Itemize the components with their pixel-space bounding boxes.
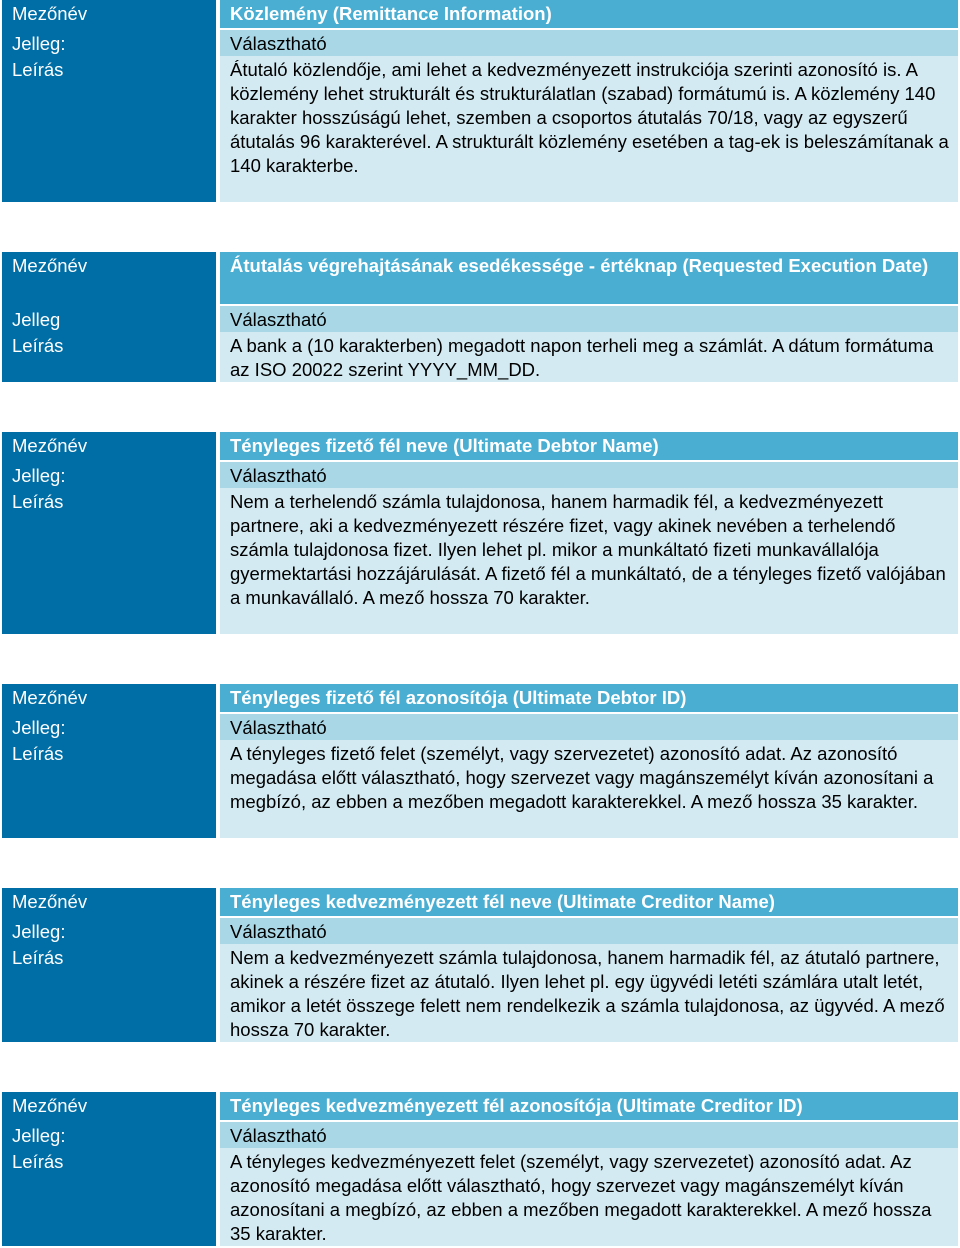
label-column	[2, 0, 216, 202]
field-description: A bank a (10 karakterben) megadott napon terheli meg a számlát. A dátum formátuma az ISO 20022 szerint YYYY_MM_DD.	[220, 332, 958, 382]
label-column	[2, 1092, 216, 1246]
field-block-requested-execution-date	[0, 252, 960, 382]
type-label: Jelleg:	[12, 1125, 66, 1146]
field-title: Tényleges fizető fél azonosítója (Ultimate Debtor ID)	[220, 684, 958, 712]
description-label: Leírás	[12, 491, 64, 512]
field-title: Tényleges fizető fél neve (Ultimate Debtor Name)	[220, 432, 958, 460]
field-type: Választható	[220, 918, 958, 944]
field-description: Nem a terhelendő számla tulajdonosa, hanem harmadik fél, a kedvezményezett partnere, aki a kedvezményezett részére fizet, vagy akinek nevében a terhelendő számla tulajdonosa fizet. Ilyen lehet pl. mikor a munkáltató fizeti munkavállalója gyermektartási hozzájárulását. A fizető fél a munkáltató, de a tényleges fizető valójában a munkavállaló. A mező hossza 70 karakter.	[220, 488, 958, 634]
description-label: Leírás	[12, 743, 64, 764]
field-title: Tényleges kedvezményezett fél neve (Ultimate Creditor Name)	[220, 888, 958, 916]
type-label: Jelleg	[12, 309, 61, 330]
label-column	[2, 252, 216, 382]
field-description: Átutaló közlendője, ami lehet a kedvezményezett instrukciója szerinti azonosító is. A közlemény lehet strukturált és strukturálatlan (szabad) formátumú is. A közlemény 140 karakter hosszúságú lehet, szemben a csoportos átutalás 70/18, vagy az egyszerű átutalás 96 karakterével. A strukturált közlemény esetében a tag-ek is beleszámítanak a 140 karakterbe.	[220, 56, 958, 202]
name-label: Mezőnév	[12, 255, 88, 276]
field-block-ultimate-debtor-name	[0, 432, 960, 634]
field-block-ultimate-debtor-id	[0, 684, 960, 838]
field-description: A tényleges kedvezményezett felet (személyt, vagy szervezetet) azonosító adat. Az azonosító megadása előtt választható, hogy szervezet vagy magánszemélyt kíván azonosítani a megbízó, az ebben a mezőben megadott karakterekkel. A mező hossza 35 karakter.	[220, 1148, 958, 1246]
field-title: Tényleges kedvezményezett fél azonosítója (Ultimate Creditor ID)	[220, 1092, 958, 1120]
field-block-ultimate-creditor-name	[0, 888, 960, 1042]
field-type: Választható	[220, 462, 958, 488]
value-column	[220, 1092, 958, 1246]
field-block-ultimate-creditor-id	[0, 1092, 960, 1246]
value-column	[220, 888, 958, 1042]
label-column	[2, 888, 216, 1042]
description-label: Leírás	[12, 1151, 64, 1172]
field-type: Választható	[220, 714, 958, 740]
name-label: Mezőnév	[12, 435, 88, 456]
field-title: Közlemény (Remittance Information)	[220, 0, 958, 28]
value-column	[220, 0, 958, 202]
field-description: Nem a kedvezményezett számla tulajdonosa, hanem harmadik fél, az átutaló partnere, akinek a részére fizet az átutaló. Ilyen lehet pl. egy ügyvédi letéti számlára utalt letét, amikor a letét összege felett nem rendelkezik a számla tulajdonosa, az ügyvéd. A mező hossza 70 karakter.	[220, 944, 958, 1042]
field-type: Választható	[220, 1122, 958, 1148]
name-label: Mezőnév	[12, 1095, 88, 1116]
type-label: Jelleg:	[12, 921, 66, 942]
value-column	[220, 432, 958, 634]
description-label: Leírás	[12, 947, 64, 968]
label-column	[2, 684, 216, 838]
field-block-remittance-information	[0, 0, 960, 202]
field-description: A tényleges fizető felet (személyt, vagy szervezetet) azonosító adat. Az azonosító megadása előtt választható, hogy szervezet vagy magánszemélyt kíván azonosítani a megbízó, az ebben a mezőben megadott karakterekkel. A mező hossza 35 karakter.	[220, 740, 958, 838]
value-column	[220, 252, 958, 382]
description-label: Leírás	[12, 335, 64, 356]
value-column	[220, 684, 958, 838]
name-label: Mezőnév	[12, 3, 88, 24]
type-label: Jelleg:	[12, 33, 66, 54]
field-type: Választható	[220, 30, 958, 56]
label-column	[2, 432, 216, 634]
type-label: Jelleg:	[12, 465, 66, 486]
type-label: Jelleg:	[12, 717, 66, 738]
name-label: Mezőnév	[12, 891, 88, 912]
name-label: Mezőnév	[12, 687, 88, 708]
description-label: Leírás	[12, 59, 64, 80]
field-type: Választható	[220, 306, 958, 332]
field-title: Átutalás végrehajtásának esedékessége - értéknap (Requested Execution Date)	[220, 252, 958, 304]
